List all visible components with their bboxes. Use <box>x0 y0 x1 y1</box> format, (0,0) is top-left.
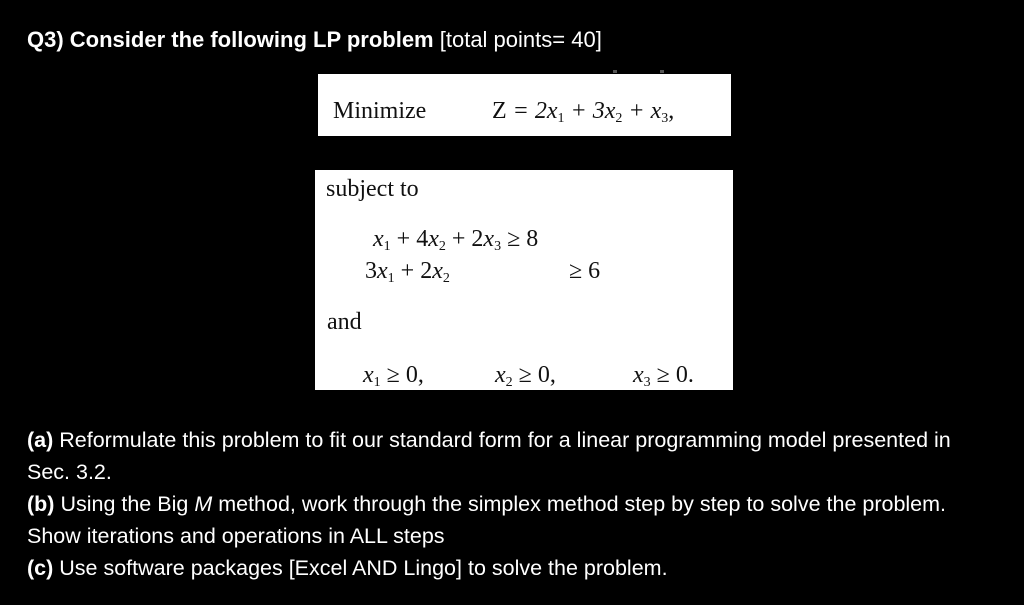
question-heading <box>27 26 602 54</box>
objective-function: $Z = 2x_1 + 3x_2 + x_3$, <box>492 98 675 126</box>
question-points: [total points= 40] <box>439 27 602 52</box>
part-b <box>27 488 987 552</box>
part-a <box>27 424 987 488</box>
nonneg-x2: $x_2 \ge 0$, <box>495 362 556 390</box>
part-b-italic: M <box>194 492 213 516</box>
part-c-text: Use software packages [Excel AND Lingo] to solve the problem. <box>59 556 668 580</box>
objective-image <box>318 74 731 136</box>
question-label: Q3) Consider the following LP problem <box>27 27 434 52</box>
constraint-2-lhs: $3x_1 + 2x_2$ <box>365 258 450 286</box>
part-c <box>27 552 987 584</box>
and-label: and <box>327 309 362 335</box>
part-c-label: (c) <box>27 556 54 580</box>
part-b-label: (b) <box>27 492 55 516</box>
question-parts <box>27 424 987 584</box>
part-a-label: (a) <box>27 428 54 452</box>
part-b-text-2: method, work through the simplex method step by step to solve the problem. Show iterations and operations in ALL steps <box>27 492 947 548</box>
nonneg-x1: $x_1 \ge 0$, <box>363 362 424 390</box>
objective-keyword: Minimize <box>333 98 427 124</box>
subject-to-label: subject to <box>326 176 419 202</box>
part-a-text: Reformulate this problem to fit our standard form for a linear programming model presented in Sec. 3.2. <box>27 428 951 484</box>
constraint-2-rhs: ≥ 6 <box>569 258 601 284</box>
cropped-edge <box>318 74 731 76</box>
constraints-image <box>315 170 733 390</box>
constraint-1: $x_1 + 4x_2 + 2x_3 \ge 8$ <box>373 226 539 254</box>
part-b-text-1: Using the Big <box>60 492 189 516</box>
nonneg-x3: $x_3 \ge 0$. <box>633 362 694 390</box>
